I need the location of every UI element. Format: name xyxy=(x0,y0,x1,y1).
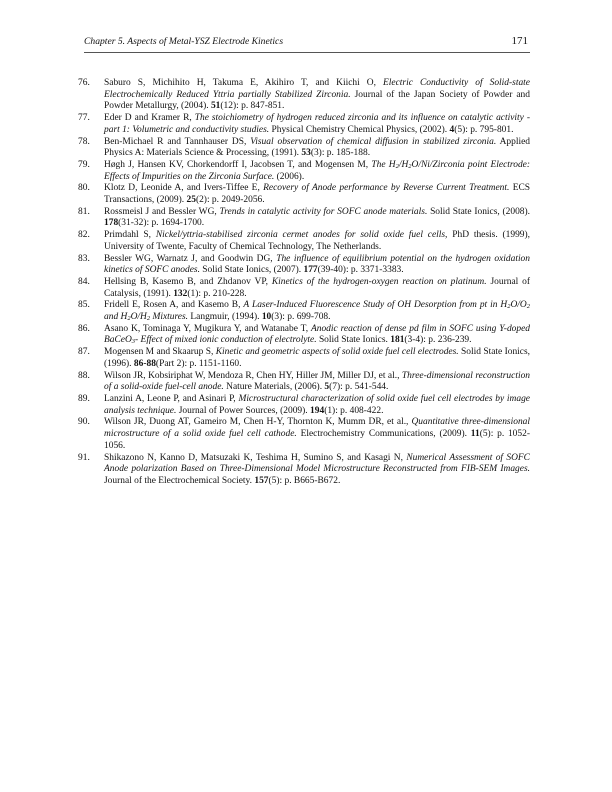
reference-volume: 10 xyxy=(261,312,272,323)
reference-number: 79. xyxy=(78,159,90,170)
reference-item xyxy=(78,324,530,347)
subscript: 2 xyxy=(146,315,151,323)
reference-source: Solid State Ionics, (1996). xyxy=(104,347,531,369)
title-fragment: /H xyxy=(398,159,409,170)
reference-item xyxy=(78,113,530,136)
reference-item xyxy=(78,160,530,183)
reference-source: Nature Materials, (2006). xyxy=(226,382,323,393)
subscript: 2 xyxy=(127,315,131,323)
reference-authors: Rossmeisl J and Bessler WG, xyxy=(104,206,217,217)
reference-title: Numerical Assessment of SOFC Anode polarization Based on Three-Dimensional Model Microstructure Reconstructed from FIB-SEM Images. xyxy=(104,452,530,475)
reference-title: Recovery of Anode performance by Reverse Current Treatment. xyxy=(263,183,510,194)
reference-details: (1): p. 408-422. xyxy=(324,405,384,416)
reference-source: (2006). xyxy=(276,171,305,182)
reference-item xyxy=(78,394,530,417)
reference-authors: Eder D and Kramer R, xyxy=(104,113,192,124)
reference-authors: Saburo S, Michihito H, Takuma E, Akihiro T, and Kiichi O, xyxy=(104,78,376,88)
subscript: 2 xyxy=(395,162,399,170)
reference-source: Journal of Catalysis, (1991). xyxy=(104,276,531,299)
reference-source: PhD thesis. (1999), University of Twente, Faculty of Chemical Technology, The Netherlands. xyxy=(104,230,531,252)
reference-authors: Ben-Michael R and Tannhauser DS, xyxy=(104,136,247,147)
reference-volume: 194 xyxy=(310,405,325,416)
reference-details: (12): p. 847-851. xyxy=(220,101,285,112)
reference-details: (3): p. 699-708. xyxy=(271,312,331,323)
reference-item xyxy=(78,78,530,113)
reference-number: 91. xyxy=(78,452,90,463)
reference-number: 87. xyxy=(78,347,90,358)
title-fragment: O/H xyxy=(130,312,147,323)
reference-number: 81. xyxy=(78,206,90,217)
reference-item xyxy=(78,183,530,206)
reference-details: (1): p. 210-228. xyxy=(187,288,247,299)
reference-source: Physical Chemistry Chemical Physics, (2002). xyxy=(271,124,448,135)
subscript: 2 xyxy=(408,162,412,170)
reference-number: 83. xyxy=(78,253,90,264)
reference-title: Visual observation of chemical diffusion in stabilized zirconia. xyxy=(250,136,497,147)
reference-title: Electric Conductivity of Solid-state Electrochemically Reduced Yttria partially Stabilized Zirconia. xyxy=(104,78,530,100)
reference-volume: 157 xyxy=(254,475,269,486)
reference-details: (39-40): p. 3371-3383. xyxy=(317,265,404,276)
reference-volume: 5 xyxy=(324,382,330,393)
reference-volume: 25 xyxy=(186,195,196,206)
reference-title: Nickel/yttria-stabilised zirconia cermet anodes for solid oxide fuel cells, xyxy=(155,230,448,241)
reference-number: 82. xyxy=(78,230,90,241)
reference-details: (Part 2): p. 1151-1160. xyxy=(155,358,242,369)
reference-authors: Wilson JR, Kobsiriphat W, Mendoza R, Chen HY, Hiller JM, Miller DJ, et al., xyxy=(104,370,400,381)
reference-number: 88. xyxy=(78,370,90,381)
reference-details: (2): p. 2049-2056. xyxy=(195,195,265,206)
reference-source: Langmuir, (1994). xyxy=(190,312,260,323)
reference-authors: Hellsing B, Kasemo B, and Zhdanov VP, xyxy=(104,276,268,287)
title-fragment: Anodic reaction of dense pd film in SOFC using Y-doped BaCeO xyxy=(104,323,531,346)
subscript: 2 xyxy=(507,303,511,311)
reference-item xyxy=(78,207,530,230)
reference-authors: Wilson JR, Duong AT, Gameiro M, Chen H-Y, Thornton K, Mumm DR, et al., xyxy=(104,417,409,428)
reference-volume: 51 xyxy=(210,101,221,112)
reference-source: Journal of the Japan Society of Powder and Powder Metallurgy, (2004). xyxy=(104,89,530,112)
title-fragment: and H xyxy=(104,312,128,323)
reference-details: (7): p. 541-544. xyxy=(329,382,389,393)
title-fragment: - Effect of mixed ionic conduction of electrolyte. xyxy=(135,335,317,346)
reference-item xyxy=(78,417,530,452)
reference-number: 86. xyxy=(78,323,90,334)
reference-title: The stoichiometry of hydrogen reduced zirconia and its influence on catalytic activity - part 1: Volumetric and conductivity studies. xyxy=(104,113,530,135)
reference-number: 76. xyxy=(78,78,90,88)
reference-authors: Primdahl S, xyxy=(104,230,152,241)
reference-source: Electrochemistry Communications, (2009). xyxy=(300,429,467,440)
title-fragment: Mixtures. xyxy=(150,312,189,323)
reference-volume: 53 xyxy=(301,148,311,159)
reference-title: Microstructural characterization of solid oxide fuel cell electrodes by image analysis technique. xyxy=(104,393,530,416)
reference-item xyxy=(78,300,530,323)
subscript: 2 xyxy=(526,303,530,311)
reference-item xyxy=(78,277,530,300)
title-fragment: O/O xyxy=(510,300,527,311)
reference-source: Solid State Ionics. xyxy=(318,335,388,346)
reference-authors: Bessler WG, Warnatz J, and Goodwin DG, xyxy=(104,253,273,264)
title-fragment: The H xyxy=(371,159,396,170)
reference-details: (31-32): p. 1694-1700. xyxy=(118,218,205,229)
reference-volume: 177 xyxy=(303,265,318,276)
reference-source: Applied Physics A: Materials Science & Processing, (1991). xyxy=(104,136,530,159)
reference-title: Quantitative three-dimensional microstructure of a solid oxide fuel cell cathode. xyxy=(104,417,531,440)
reference-number: 85. xyxy=(78,300,90,311)
reference-details: (5): p. 795-801. xyxy=(454,124,514,135)
title-fragment: A Laser-Induced Fluorescence Study of OH Desorption from pt in H xyxy=(243,300,508,311)
reference-authors: Lanzini A, Leone P, and Asinari P, xyxy=(104,393,236,404)
reference-item xyxy=(78,137,530,160)
reference-authors: Shikazono N, Kanno D, Matsuzaki K, Teshima H, Sumino S, and Kasagi N, xyxy=(104,452,403,463)
reference-volume: 178 xyxy=(104,218,119,229)
running-header xyxy=(84,36,530,53)
reference-source: Solid State Ionics, (2008). xyxy=(430,206,531,217)
reference-authors: Mogensen M and Skaarup S, xyxy=(104,347,214,358)
reference-item xyxy=(78,254,530,277)
reference-title: Kinetic and geometric aspects of solid oxide fuel cell electrodes. xyxy=(215,347,459,358)
reference-source: Journal of Power Sources, (2009). xyxy=(178,405,308,416)
reference-details: (5): p. B665-B672. xyxy=(268,475,341,486)
reference-number: 77. xyxy=(78,113,90,124)
reference-item xyxy=(78,230,530,253)
reference-details: (5): p. 1052-1056. xyxy=(104,429,530,451)
reference-number: 84. xyxy=(78,276,90,287)
reference-volume: 4 xyxy=(449,124,455,135)
reference-number: 89. xyxy=(78,393,90,404)
reference-source: ECS Transactions, (2009). xyxy=(104,183,530,206)
reference-authors: Høgh J, Hansen KV, Chorkendorff I, Jacobsen T, and Mogensen M, xyxy=(104,159,369,170)
reference-source: Journal of the Electrochemical Society. xyxy=(104,475,252,486)
page-number: 171 xyxy=(511,35,528,47)
reference-list xyxy=(78,78,530,488)
reference-volume: 132 xyxy=(173,288,188,299)
title-fragment: O/Ni/Zirconia point Electrode: Effects of Impurities on the Zirconia Surface. xyxy=(104,159,530,182)
reference-item xyxy=(78,371,530,394)
reference-item xyxy=(78,453,530,488)
reference-title: Three-dimensional reconstruction of a solid-oxide fuel-cell anode. xyxy=(104,370,531,393)
reference-item xyxy=(78,347,530,370)
reference-volume: 181 xyxy=(390,335,405,346)
reference-volume: 11 xyxy=(470,429,480,440)
reference-number: 78. xyxy=(78,136,90,147)
reference-source: Solid State Ionics, (2007). xyxy=(202,265,302,276)
reference-details: (3-4): p. 236-239. xyxy=(404,335,472,346)
reference-authors: Klotz D, Leonide A, and Ivers-Tiffee E, xyxy=(104,183,260,194)
reference-authors: Asano K, Tominaga Y, Mugikura Y, and Watanabe T, xyxy=(104,323,309,334)
reference-title: Kinetics of the hydrogen-oxygen reaction on platinum. xyxy=(271,276,487,287)
reference-number: 90. xyxy=(78,417,90,428)
reference-title: Trends in catalytic activity for SOFC anode materials. xyxy=(219,206,428,217)
reference-authors: Fridell E, Rosen A, and Kasemo B, xyxy=(104,300,241,311)
reference-number: 80. xyxy=(78,183,90,194)
reference-title: The influence of equilibrium potential on the hydrogen oxidation kinetics of SOFC anodes. xyxy=(104,253,530,276)
reference-volume: 86-88 xyxy=(133,358,156,369)
chapter-title: Chapter 5. Aspects of Metal-YSZ Electrode Kinetics xyxy=(84,36,284,47)
reference-details: (3): p. 185-188. xyxy=(310,148,371,159)
subscript: 3 xyxy=(131,338,136,346)
